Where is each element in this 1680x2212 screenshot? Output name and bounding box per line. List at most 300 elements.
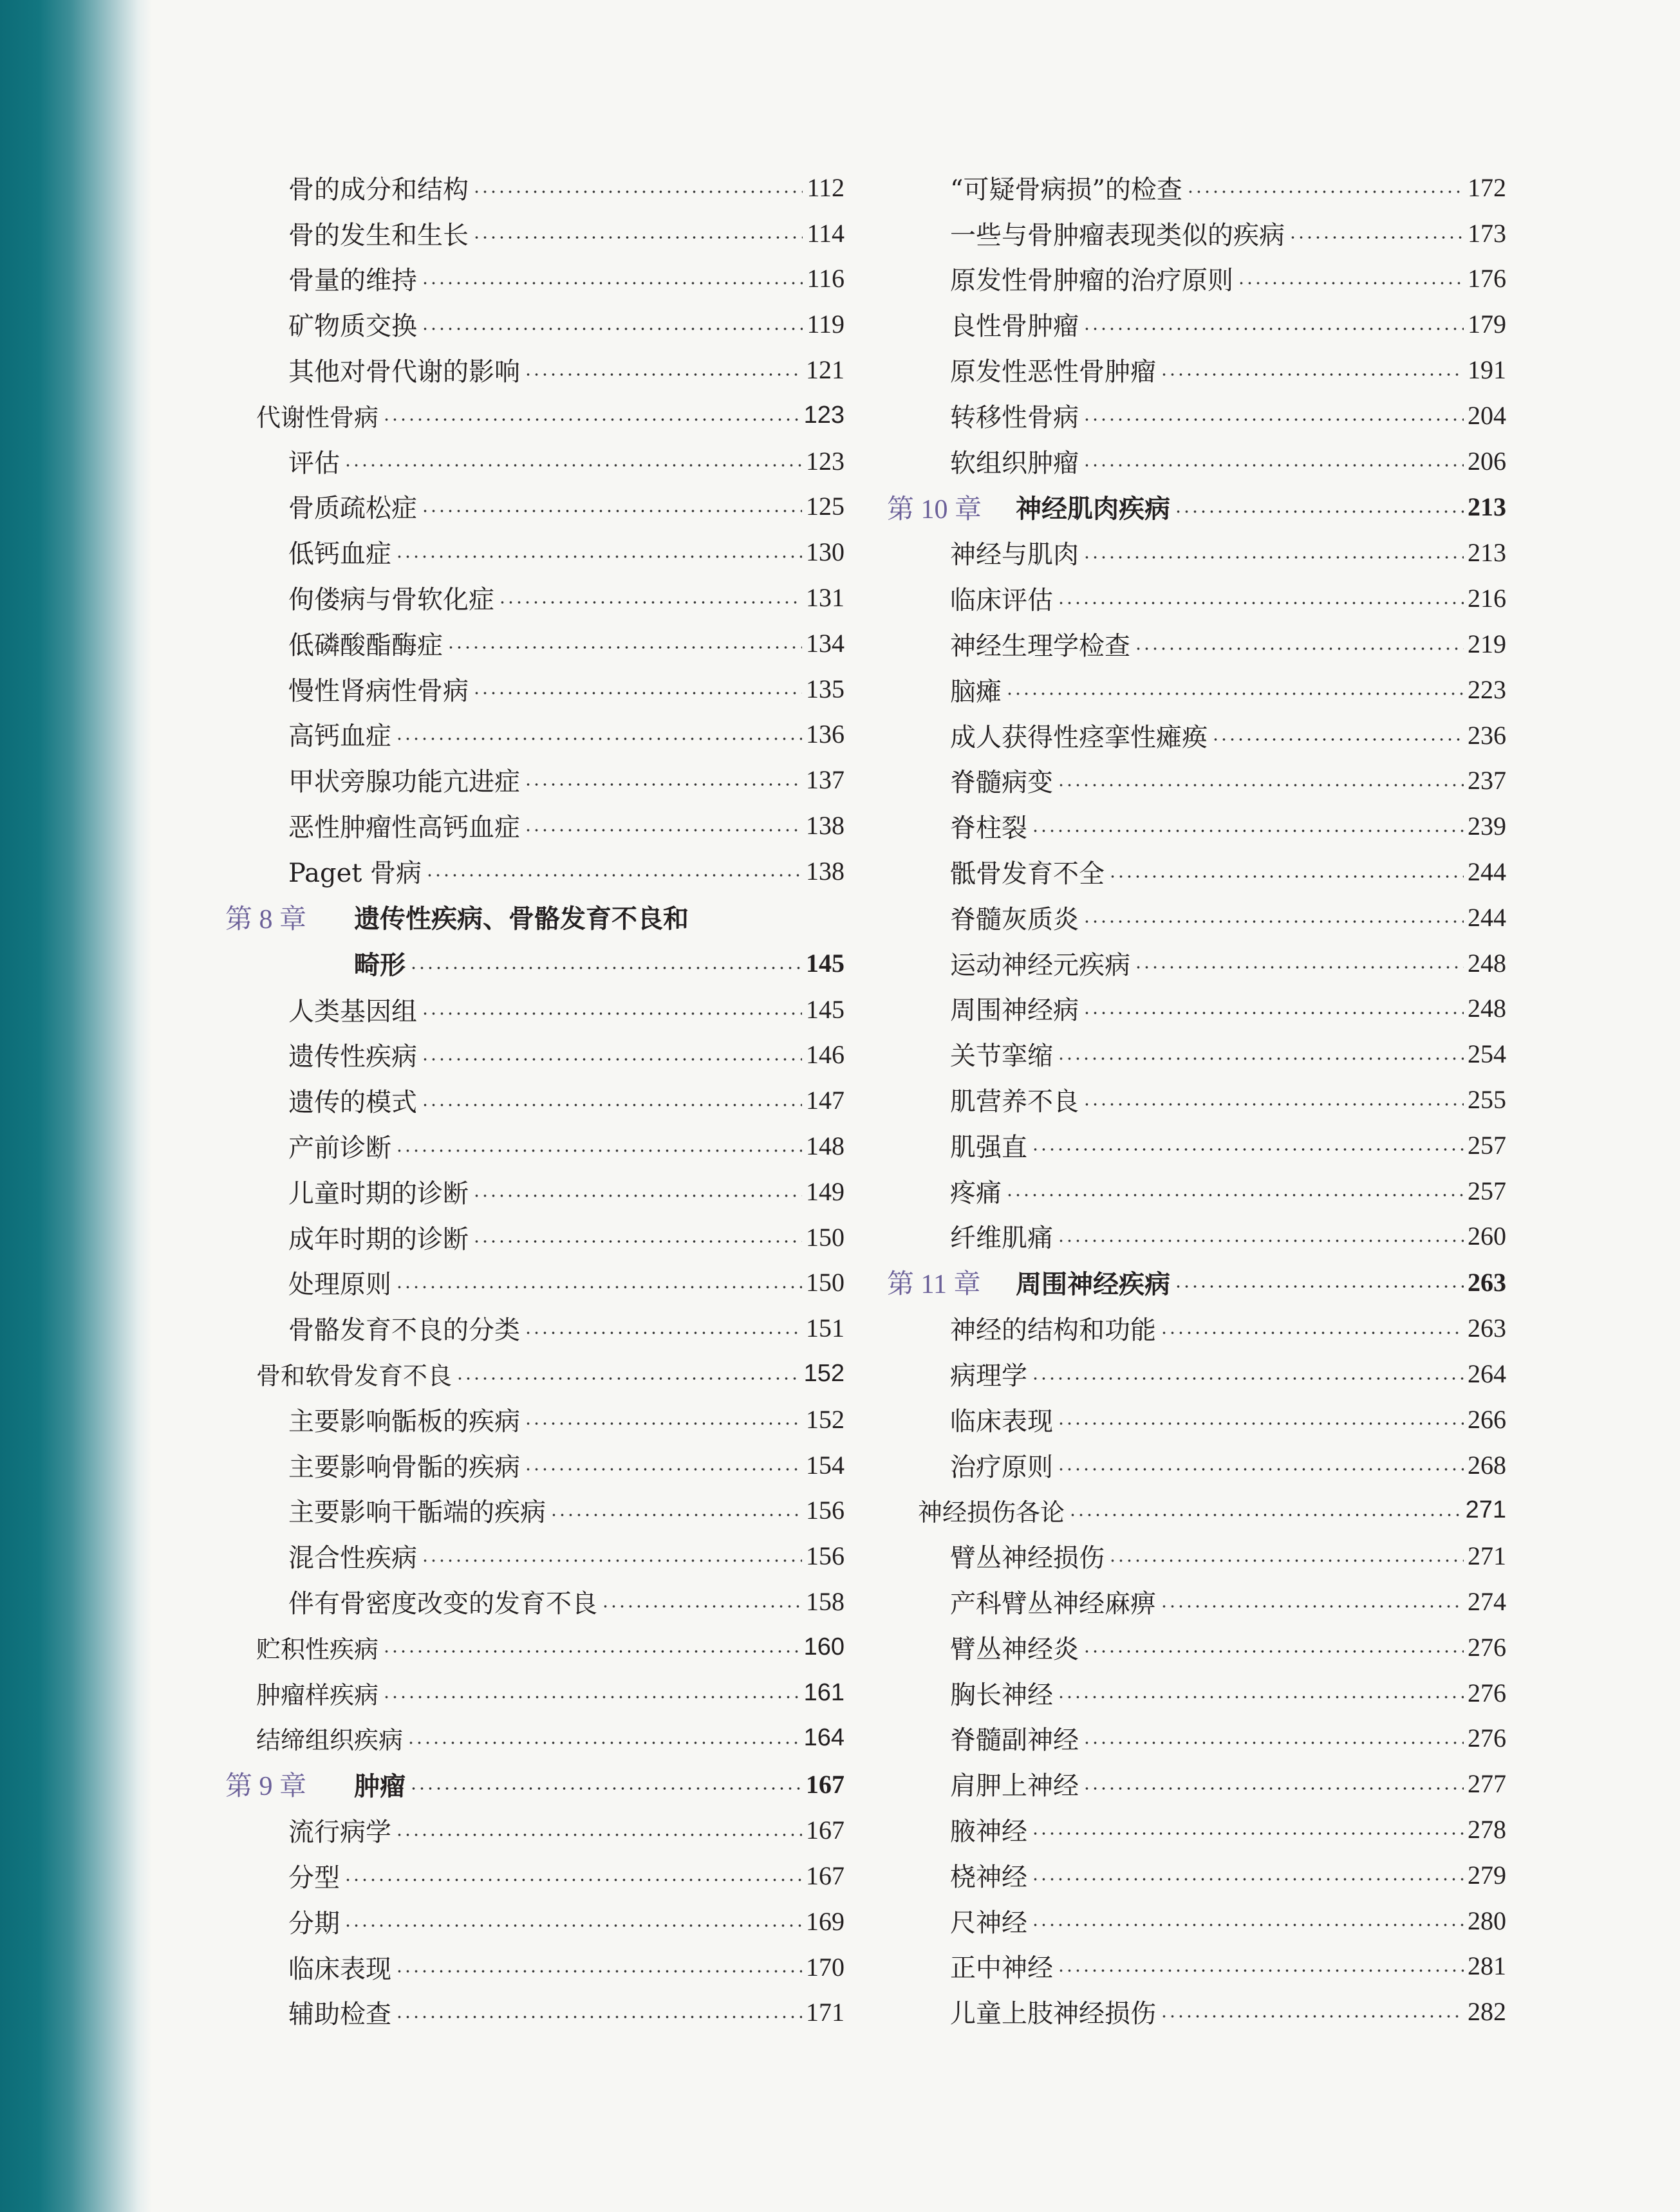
chapter-page-number: 213 xyxy=(1468,492,1506,522)
dot-leader xyxy=(1057,1694,1464,1700)
toc-entry[interactable] xyxy=(887,1716,1506,1761)
page-number: 257 xyxy=(1468,1130,1506,1160)
dot-leader xyxy=(1057,1238,1464,1244)
page-number: 281 xyxy=(1468,1951,1506,1981)
toc-entry[interactable] xyxy=(225,1853,845,1899)
toc-entry[interactable] xyxy=(887,1351,1506,1397)
dot-leader xyxy=(1031,828,1464,834)
section-title: 骨和软骨发育不良 xyxy=(256,1362,453,1391)
toc-entry[interactable] xyxy=(225,165,845,210)
page-number: 158 xyxy=(806,1587,845,1616)
dot-leader xyxy=(1174,1283,1464,1290)
entry-title: 儿童时期的诊断 xyxy=(288,1178,469,1209)
page-number: 151 xyxy=(806,1314,845,1343)
dot-leader xyxy=(472,1193,802,1199)
dot-leader xyxy=(1083,1101,1464,1108)
toc-entry[interactable] xyxy=(887,1761,1506,1807)
entry-title: 产前诊断 xyxy=(288,1133,391,1164)
toc-entry[interactable] xyxy=(225,1989,845,2035)
dot-leader xyxy=(1083,326,1464,332)
entry-title: 软组织肿瘤 xyxy=(950,448,1079,478)
toc-section[interactable] xyxy=(225,1716,845,1761)
toc-entry[interactable] xyxy=(887,1807,1506,1852)
dot-leader xyxy=(1134,646,1464,652)
toc-entry[interactable] xyxy=(887,210,1506,256)
dot-leader xyxy=(1057,782,1464,788)
toc-entry[interactable] xyxy=(887,1305,1506,1351)
dot-leader xyxy=(382,1648,800,1655)
toc-entry[interactable] xyxy=(225,438,845,484)
page-number: 121 xyxy=(806,355,845,385)
page-number: 116 xyxy=(807,264,845,293)
page-number: 150 xyxy=(806,1268,845,1297)
dot-leader xyxy=(1160,1603,1464,1610)
dot-leader xyxy=(1057,1420,1464,1427)
toc-entry[interactable] xyxy=(225,620,845,666)
entry-title: 流行病学 xyxy=(288,1817,391,1848)
page-number: 204 xyxy=(1468,400,1506,430)
toc-entry[interactable] xyxy=(225,1214,845,1260)
dot-leader xyxy=(395,736,802,742)
toc-entry[interactable] xyxy=(887,347,1506,393)
dot-leader xyxy=(395,1832,802,1838)
dot-leader xyxy=(1069,1512,1462,1518)
page-number: 266 xyxy=(1468,1404,1506,1434)
dot-leader xyxy=(1160,2013,1464,2020)
entry-title: 成年时期的诊断 xyxy=(288,1224,469,1254)
toc-entry[interactable] xyxy=(225,666,845,712)
page-number: 169 xyxy=(806,1906,845,1936)
toc-entry[interactable] xyxy=(225,757,845,803)
entry-title: 混合性疾病 xyxy=(288,1543,417,1574)
dot-leader xyxy=(1057,1967,1464,1974)
entry-title: 一些与骨肿瘤表现类似的疾病 xyxy=(950,220,1285,250)
entry-title: 骨骼发育不良的分类 xyxy=(288,1315,520,1346)
toc-entry[interactable] xyxy=(887,530,1506,576)
toc-entry[interactable] xyxy=(887,1214,1506,1259)
entry-title: 儿童上肢神经损伤 xyxy=(950,1999,1156,2029)
dot-leader xyxy=(1134,964,1464,971)
toc-right-column xyxy=(887,165,1506,2034)
dot-leader xyxy=(382,1694,800,1700)
toc-entry[interactable] xyxy=(887,301,1506,347)
toc-entry[interactable] xyxy=(887,1397,1506,1442)
entry-title: 骶骨发育不全 xyxy=(950,859,1105,889)
page-number: 123 xyxy=(803,401,845,429)
toc-entry[interactable] xyxy=(887,1442,1506,1488)
page-number: 173 xyxy=(1468,218,1506,248)
dot-leader xyxy=(395,1148,802,1154)
toc-entry[interactable] xyxy=(887,803,1506,849)
page-number: 130 xyxy=(806,537,845,567)
entry-title: 分期 xyxy=(288,1908,340,1938)
entry-title: 处理原则 xyxy=(288,1270,391,1300)
page-number: 274 xyxy=(1468,1587,1506,1616)
entry-title: 纤维肌痛 xyxy=(950,1223,1053,1254)
entry-title: “可疑骨病损”的检查 xyxy=(950,174,1182,205)
toc-entry[interactable] xyxy=(887,1624,1506,1670)
entry-title: 胸长神经 xyxy=(950,1680,1053,1710)
toc-left-column xyxy=(225,165,845,2035)
toc-entry[interactable] xyxy=(225,848,845,894)
entry-title: 脊髓灰质炎 xyxy=(950,904,1079,934)
chapter-title-continued: 畸形 xyxy=(354,951,406,981)
toc-entry[interactable] xyxy=(887,895,1506,940)
page-number: 147 xyxy=(806,1086,845,1115)
entry-title: 主要影响骨骺的疾病 xyxy=(288,1452,520,1482)
dot-leader xyxy=(550,1512,802,1518)
entry-title: 骨的成分和结构 xyxy=(288,174,469,205)
page-number: 172 xyxy=(1468,172,1506,202)
dot-leader xyxy=(409,965,802,971)
entry-title: 转移性骨病 xyxy=(950,402,1079,432)
chapter-page-number: 167 xyxy=(806,1769,845,1799)
toc-entry[interactable] xyxy=(887,940,1506,986)
entry-title: 慢性肾病性骨病 xyxy=(288,676,469,706)
page-number: 223 xyxy=(1468,674,1506,704)
toc-entry[interactable] xyxy=(225,484,845,530)
entry-title: 人类基因组 xyxy=(288,996,417,1027)
page-number: 244 xyxy=(1468,857,1506,887)
toc-entry[interactable] xyxy=(225,210,845,256)
page-number: 152 xyxy=(803,1360,845,1388)
page-number: 219 xyxy=(1468,629,1506,659)
page-number: 171 xyxy=(806,1998,845,2027)
toc-entry[interactable] xyxy=(887,1031,1506,1077)
page-number: 167 xyxy=(806,1816,845,1845)
toc-entry[interactable] xyxy=(225,256,845,302)
page-number: 161 xyxy=(803,1678,845,1706)
chapter-title: 周围神经疾病 xyxy=(1016,1269,1170,1299)
entry-title: 恶性肿瘤性高钙血症 xyxy=(288,813,520,843)
toc-entry[interactable] xyxy=(225,1032,845,1078)
dot-leader xyxy=(472,234,803,241)
toc-entry[interactable] xyxy=(225,301,845,347)
page-number: 282 xyxy=(1468,1997,1506,2027)
entry-title: 原发性骨肿瘤的治疗原则 xyxy=(950,266,1233,296)
dot-leader xyxy=(1108,1557,1464,1564)
dot-leader xyxy=(1031,1830,1464,1837)
dot-leader xyxy=(421,326,803,332)
page-number: 135 xyxy=(806,674,845,703)
page-number: 271 xyxy=(1465,1496,1506,1524)
toc-entry[interactable] xyxy=(887,1122,1506,1168)
page-number: 152 xyxy=(806,1404,845,1434)
dot-leader xyxy=(524,781,802,788)
dot-leader xyxy=(1005,691,1464,697)
dot-leader xyxy=(425,872,802,878)
toc-entry[interactable] xyxy=(887,1852,1506,1898)
entry-title: 佝偻病与骨软化症 xyxy=(288,585,494,615)
entry-title: 尺神经 xyxy=(950,1908,1027,1938)
toc-entry[interactable] xyxy=(887,849,1506,895)
page-number: 248 xyxy=(1468,948,1506,978)
toc-entry[interactable] xyxy=(225,1397,845,1442)
entry-title: 成人获得性痉挛性瘫痪 xyxy=(950,722,1208,752)
page-number: 164 xyxy=(803,1724,845,1752)
toc-section[interactable] xyxy=(225,1351,845,1397)
page-number: 277 xyxy=(1468,1769,1506,1799)
toc-entry[interactable] xyxy=(225,347,845,393)
page-number: 114 xyxy=(807,218,845,248)
page-number: 146 xyxy=(806,1040,845,1070)
page-number: 176 xyxy=(1468,264,1506,293)
toc-entry[interactable] xyxy=(887,165,1506,210)
page-number: 145 xyxy=(806,994,845,1024)
page-number: 276 xyxy=(1468,1678,1506,1707)
page-number: 248 xyxy=(1468,994,1506,1023)
page-number: 156 xyxy=(806,1541,845,1571)
page-number: 119 xyxy=(807,310,845,339)
entry-title: 周围神经病 xyxy=(950,996,1079,1026)
dot-leader xyxy=(472,690,802,696)
entry-title: 脊柱裂 xyxy=(950,813,1027,844)
dot-leader xyxy=(1160,1330,1464,1336)
chapter-page-number: 263 xyxy=(1468,1267,1506,1297)
dot-leader xyxy=(1108,873,1464,880)
dot-leader xyxy=(524,371,802,378)
entry-title: 主要影响干骺端的疾病 xyxy=(288,1498,546,1528)
entry-title: 脑瘫 xyxy=(950,676,1002,707)
toc-entry[interactable] xyxy=(887,1989,1506,2034)
dot-leader xyxy=(395,553,802,560)
toc-entry[interactable] xyxy=(887,1579,1506,1624)
page-number: 279 xyxy=(1468,1860,1506,1890)
page-number: 167 xyxy=(806,1861,845,1890)
page-number: 136 xyxy=(806,720,845,749)
toc-entry[interactable] xyxy=(225,1944,845,1990)
page-number: 236 xyxy=(1468,720,1506,750)
toc-section[interactable] xyxy=(225,1670,845,1716)
toc-entry[interactable] xyxy=(225,529,845,575)
page-number: 264 xyxy=(1468,1359,1506,1389)
dot-leader xyxy=(421,1010,802,1017)
toc-entry[interactable] xyxy=(225,575,845,620)
entry-title: 主要影响骺板的疾病 xyxy=(288,1406,520,1436)
dot-leader xyxy=(344,462,802,469)
toc-entry[interactable] xyxy=(225,712,845,757)
page-number: 263 xyxy=(1468,1314,1506,1343)
dot-leader xyxy=(1083,554,1464,561)
entry-title: 脊髓病变 xyxy=(950,768,1053,798)
dot-leader xyxy=(1237,280,1464,286)
entry-title: 腋神经 xyxy=(950,1816,1027,1846)
chapter-heading[interactable] xyxy=(225,1761,845,1807)
chapter-title: 遗传性疾病、骨骼发育不良和 xyxy=(354,904,689,934)
toc-entry[interactable] xyxy=(225,1442,845,1488)
page-number: 112 xyxy=(807,172,845,202)
entry-title: 临床表现 xyxy=(950,1406,1053,1436)
page-number: 255 xyxy=(1468,1085,1506,1115)
page-number: 138 xyxy=(806,811,845,841)
toc-entry[interactable] xyxy=(225,1899,845,1944)
entry-title: 遗传性疾病 xyxy=(288,1042,417,1072)
dot-leader xyxy=(1083,416,1464,423)
dot-leader xyxy=(1031,1146,1464,1153)
toc-entry[interactable] xyxy=(225,803,845,848)
chapter-title: 神经肌肉疾病 xyxy=(1016,494,1170,525)
entry-title: 肩胛上神经 xyxy=(950,1771,1079,1801)
dot-leader xyxy=(1211,736,1464,743)
toc-entry[interactable] xyxy=(887,438,1506,484)
entry-title: 骨质疏松症 xyxy=(288,494,417,524)
page-number: 149 xyxy=(806,1176,845,1206)
page-number: 148 xyxy=(806,1131,845,1161)
page-number: 254 xyxy=(1468,1039,1506,1069)
dot-leader xyxy=(421,1102,802,1108)
toc-entry[interactable] xyxy=(225,1579,845,1624)
page-number: 150 xyxy=(806,1222,845,1252)
toc-entry[interactable] xyxy=(225,1807,845,1853)
dot-leader xyxy=(1083,1648,1464,1655)
page-number: 271 xyxy=(1468,1541,1506,1571)
entry-title: 低磷酸酯酶症 xyxy=(288,630,443,660)
dot-leader xyxy=(421,508,802,514)
toc-entry[interactable] xyxy=(225,1123,845,1169)
entry-title: 分型 xyxy=(288,1863,340,1893)
page-number: 276 xyxy=(1468,1724,1506,1753)
toc-entry[interactable] xyxy=(887,575,1506,621)
entry-title: 臂丛神经炎 xyxy=(950,1634,1079,1664)
toc-entry[interactable] xyxy=(887,256,1506,302)
page-number: 134 xyxy=(806,628,845,658)
entry-title: 运动神经元疾病 xyxy=(950,950,1130,980)
dot-leader xyxy=(472,189,803,195)
page-number: 160 xyxy=(803,1633,845,1660)
section-title: 代谢性骨病 xyxy=(256,403,379,432)
dot-leader xyxy=(472,1238,802,1245)
page-number: 156 xyxy=(806,1496,845,1525)
page-number: 170 xyxy=(806,1952,845,1982)
page-number: 206 xyxy=(1468,446,1506,476)
dot-leader xyxy=(407,1740,800,1746)
entry-title: 临床评估 xyxy=(950,586,1053,616)
section-title: 神经损伤各论 xyxy=(918,1498,1065,1527)
entry-title: 神经与肌肉 xyxy=(950,540,1079,570)
entry-title: 临床表现 xyxy=(288,1954,391,1984)
dot-leader xyxy=(1031,1876,1464,1882)
dot-leader xyxy=(1083,1785,1464,1792)
toc-entry[interactable] xyxy=(887,1533,1506,1579)
toc-entry[interactable] xyxy=(887,1670,1506,1716)
toc-entry[interactable] xyxy=(225,1169,845,1214)
entry-title: 臂丛神经损伤 xyxy=(950,1543,1105,1574)
toc-entry[interactable] xyxy=(887,393,1506,438)
page-number: 244 xyxy=(1468,902,1506,932)
entry-title: 原发性恶性骨肿瘤 xyxy=(950,357,1156,387)
page-number: 216 xyxy=(1468,584,1506,613)
entry-title: 肌营养不良 xyxy=(950,1087,1079,1117)
toc-entry[interactable] xyxy=(225,1305,845,1351)
toc-section[interactable] xyxy=(225,393,845,438)
page-number: 213 xyxy=(1468,538,1506,568)
section-title: 肿瘤样疾病 xyxy=(256,1680,379,1709)
entry-title: 骨量的维持 xyxy=(288,266,417,296)
entry-title: 甲状旁腺功能亢进症 xyxy=(288,767,520,797)
entry-title: 评估 xyxy=(288,448,340,478)
entry-title: Paget 骨病 xyxy=(288,858,422,888)
entry-title: 辅助检查 xyxy=(288,2000,391,2030)
page-number: 237 xyxy=(1468,766,1506,795)
toc-entry[interactable] xyxy=(887,758,1506,804)
entry-title: 肌强直 xyxy=(950,1132,1027,1162)
page-number: 278 xyxy=(1468,1814,1506,1844)
section-title: 结缔组织疾病 xyxy=(256,1726,404,1755)
dot-leader xyxy=(456,1375,800,1382)
toc-entry[interactable] xyxy=(225,1533,845,1579)
dot-leader xyxy=(421,1557,802,1564)
toc-entry[interactable] xyxy=(887,1898,1506,1944)
page-number: 239 xyxy=(1468,812,1506,841)
dot-leader xyxy=(524,1420,802,1427)
dot-leader xyxy=(601,1603,802,1610)
toc-entry[interactable] xyxy=(887,986,1506,1032)
entry-title: 正中神经 xyxy=(950,1953,1053,1984)
toc-entry[interactable] xyxy=(887,1168,1506,1214)
dot-leader xyxy=(421,1056,802,1063)
dot-leader xyxy=(1083,1740,1464,1746)
page-number: 123 xyxy=(806,446,845,476)
dot-leader xyxy=(1289,234,1464,241)
chapter-title: 肿瘤 xyxy=(354,1771,406,1801)
chapter-heading[interactable] xyxy=(887,1259,1506,1305)
page-number: 138 xyxy=(806,856,845,886)
page-number: 268 xyxy=(1468,1450,1506,1480)
dot-leader xyxy=(1083,918,1464,925)
dot-leader xyxy=(524,827,802,833)
toc-entry[interactable] xyxy=(225,987,845,1032)
chapter-number: 第 9 章 xyxy=(225,1772,307,1802)
toc-entry[interactable] xyxy=(887,667,1506,712)
entry-title: 低钙血症 xyxy=(288,539,391,570)
toc-entry[interactable] xyxy=(887,1077,1506,1122)
chapter-number: 第 10 章 xyxy=(887,494,982,525)
toc-entry[interactable] xyxy=(887,712,1506,758)
chapter-heading-continued[interactable] xyxy=(225,940,845,987)
entry-title: 神经生理学检查 xyxy=(950,631,1130,662)
page-number: 257 xyxy=(1468,1176,1506,1205)
dot-leader xyxy=(1031,1922,1464,1928)
entry-title: 遗传的模式 xyxy=(288,1088,417,1118)
toc-entry[interactable] xyxy=(225,1077,845,1123)
dot-leader xyxy=(344,1877,802,1883)
page-number: 125 xyxy=(806,492,845,521)
entry-title: 伴有骨密度改变的发育不良 xyxy=(288,1589,597,1619)
dot-leader xyxy=(1186,189,1464,195)
toc-entry[interactable] xyxy=(225,1488,845,1534)
toc-entry[interactable] xyxy=(887,1943,1506,1989)
dot-leader xyxy=(395,1968,802,1975)
dot-leader xyxy=(498,599,802,606)
page-number: 179 xyxy=(1468,310,1506,339)
chapter-heading[interactable] xyxy=(225,894,845,940)
chapter-number: 第 8 章 xyxy=(225,904,307,934)
dot-leader xyxy=(1057,1466,1464,1473)
entry-title: 病理学 xyxy=(950,1361,1027,1391)
dot-leader xyxy=(382,416,800,423)
chapter-heading[interactable] xyxy=(887,484,1506,530)
teal-edge-band xyxy=(0,0,152,2212)
entry-title: 高钙血症 xyxy=(288,721,391,752)
entry-title: 其他对骨代谢的影响 xyxy=(288,357,520,387)
page-number: 260 xyxy=(1468,1222,1506,1251)
toc-entry[interactable] xyxy=(887,621,1506,667)
toc-section[interactable] xyxy=(887,1488,1506,1534)
entry-title: 桡神经 xyxy=(950,1862,1027,1892)
toc-entry[interactable] xyxy=(225,1260,845,1306)
toc-section[interactable] xyxy=(225,1624,845,1670)
entry-title: 关节挛缩 xyxy=(950,1041,1053,1072)
